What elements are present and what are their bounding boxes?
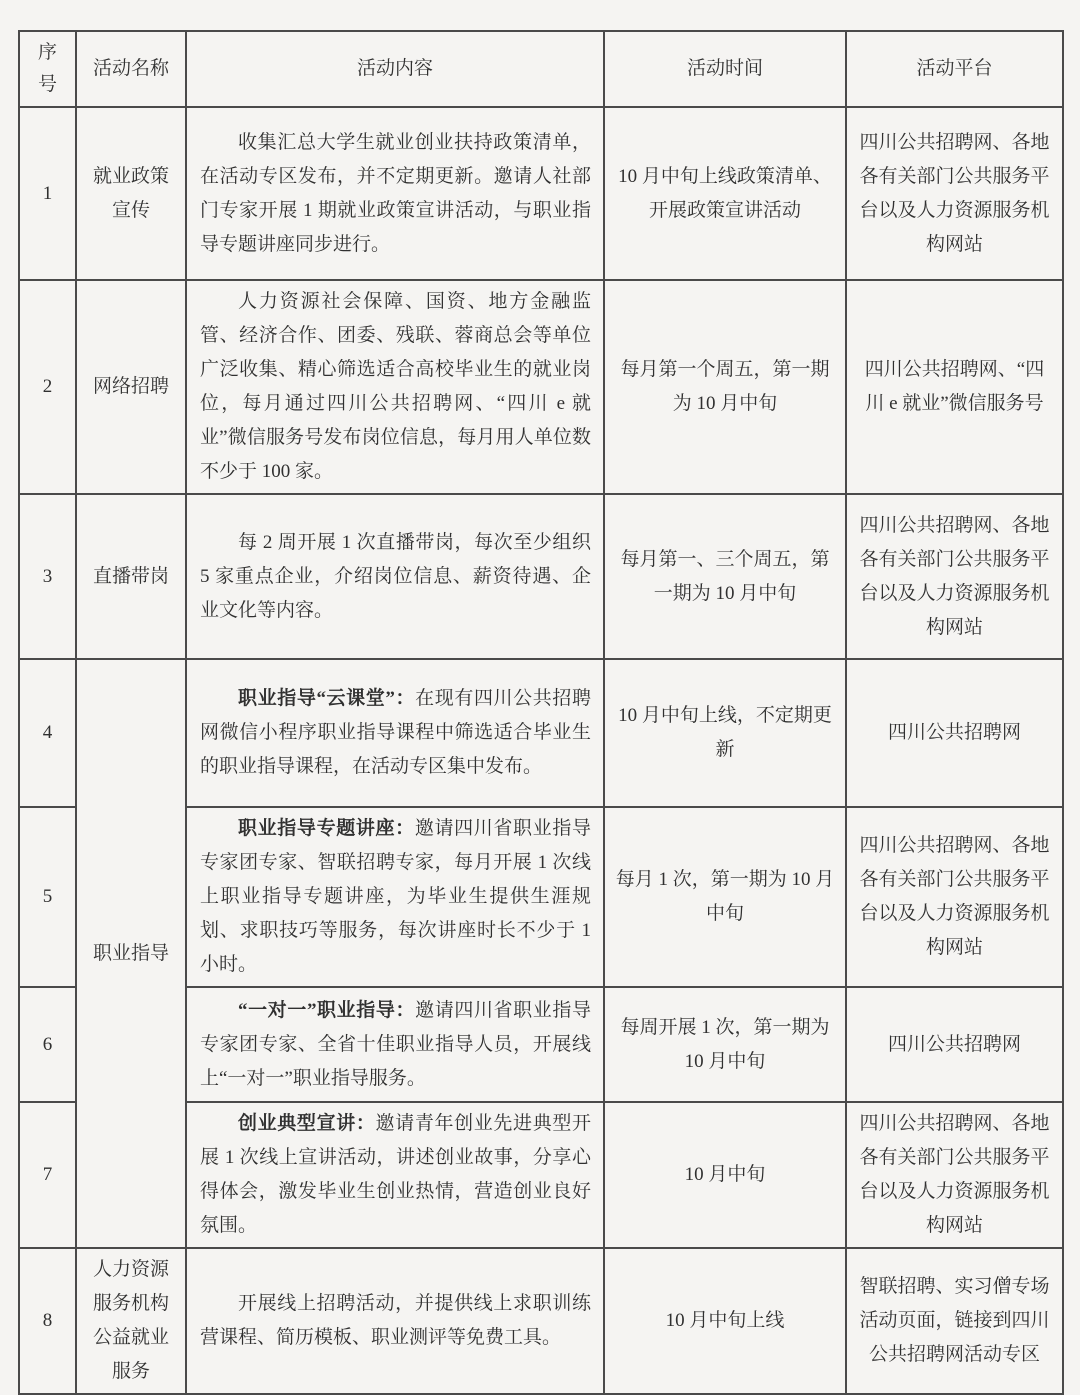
activity-content [186, 107, 604, 280]
activity-platform: 四川公共招聘网、各地各有关部门公共服务平台以及人力资源服务机构网站 [846, 494, 1063, 659]
activity-content [186, 659, 604, 807]
row-number: 4 [19, 659, 76, 807]
header-activity-platform: 活动平台 [846, 31, 1063, 107]
activity-content-text: 在现有四川公共招聘网微信小程序职业指导课程中筛选适合毕业生的职业指导课程，在活动专区集中发布。 [200, 688, 591, 777]
table-row [19, 659, 1063, 807]
activity-content-text: 每 2 周开展 1 次直播带岗，每次至少组织 5 家重点企业，介绍岗位信息、薪资待遇、企业文化等内容。 [200, 531, 591, 621]
activity-time: 每月 1 次，第一期为 10 月中旬 [604, 807, 846, 987]
activity-platform: 四川公共招聘网、各地各有关部门公共服务平台以及人力资源服务机构网站 [846, 107, 1063, 280]
activity-time: 10 月中旬 [604, 1102, 846, 1248]
table-row [19, 494, 1063, 659]
row-number: 2 [19, 280, 76, 494]
activity-name: 就业政策宣传 [76, 107, 186, 280]
activity-content [186, 1102, 604, 1248]
activity-time: 10 月中旬上线，不定期更新 [604, 659, 846, 807]
row-number: 6 [19, 987, 76, 1102]
activity-content-text: 邀请青年创业先进典型开展 1 次线上宣讲活动，讲述创业故事，分享心得体会，激发毕业生创业热情，营造创业良好氛围。 [200, 1113, 591, 1236]
activity-content [186, 280, 604, 494]
activity-platform: 四川公共招聘网 [846, 987, 1063, 1102]
activity-name: 人力资源服务机构公益就业服务 [76, 1248, 186, 1394]
activity-content-text: 邀请四川省职业指导专家团专家、全省十佳职业指导人员，开展线上“一对一”职业指导服务。 [200, 999, 591, 1089]
header-activity-name: 活动名称 [76, 31, 186, 107]
activity-platform: 四川公共招聘网、各地各有关部门公共服务平台以及人力资源服务机构网站 [846, 1102, 1063, 1248]
activity-content-lead: “一对一”职业指导： [238, 999, 416, 1021]
table-row [19, 1248, 1063, 1394]
activity-platform: 智联招聘、实习僧专场活动页面，链接到四川公共招聘网活动专区 [846, 1248, 1063, 1394]
activity-name: 直播带岗 [76, 494, 186, 659]
header-row [19, 31, 1063, 107]
table-row [19, 107, 1063, 280]
activity-platform: 四川公共招聘网、各地各有关部门公共服务平台以及人力资源服务机构网站 [846, 807, 1063, 987]
activity-content-text: 邀请四川省职业指导专家团专家、智联招聘专家，每月开展 1 次线上职业指导专题讲座，为毕业生提供生涯规划、求职技巧等服务，每次讲座时长不少于 1 小时。 [200, 818, 591, 975]
activity-platform: 四川公共招聘网 [846, 659, 1063, 807]
header-activity-content: 活动内容 [186, 31, 604, 107]
activity-content-text: 收集汇总大学生就业创业扶持政策清单，在活动专区发布，并不定期更新。邀请人社部门专家开展 1 期就业政策宣讲活动，与职业指导专题讲座同步进行。 [200, 131, 591, 255]
activity-content-lead: 创业典型宣讲： [238, 1113, 376, 1134]
activity-content-lead: 职业指导专题讲座： [238, 818, 415, 839]
activity-name: 网络招聘 [76, 280, 186, 494]
activity-content [186, 987, 604, 1102]
table-row [19, 280, 1063, 494]
row-number: 8 [19, 1248, 76, 1394]
row-number: 5 [19, 807, 76, 987]
activity-time: 每周开展 1 次，第一期为 10 月中旬 [604, 987, 846, 1102]
activity-name-merged: 职业指导 [76, 659, 186, 1248]
header-seq [19, 31, 76, 107]
activity-content [186, 807, 604, 987]
activity-time: 10 月中旬上线 [604, 1248, 846, 1394]
activity-time: 每月第一个周五，第一期为 10 月中旬 [604, 280, 846, 494]
activity-content-lead: 职业指导“云课堂”： [238, 688, 416, 709]
header-seq-label: 序号 [37, 42, 57, 95]
activity-content-text: 开展线上招聘活动，并提供线上求职训练营课程、简历模板、职业测评等免费工具。 [200, 1293, 591, 1348]
activity-content [186, 1248, 604, 1394]
activity-content-text: 人力资源社会保障、国资、地方金融监管、经济合作、团委、残联、蓉商总会等单位广泛收集、精心筛选适合高校毕业生的就业岗位，每月通过四川公共招聘网、“四川 e 就业”微信服务号发布岗位信息，每月用人单位数不少于 100 家。 [200, 291, 591, 482]
header-activity-time: 活动时间 [604, 31, 846, 107]
row-number: 3 [19, 494, 76, 659]
activity-time: 10 月中旬上线政策清单、开展政策宣讲活动 [604, 107, 846, 280]
activity-platform: 四川公共招聘网、“四川 e 就业”微信服务号 [846, 280, 1063, 494]
activities-table [18, 30, 1064, 1395]
row-number: 1 [19, 107, 76, 280]
activity-time: 每月第一、三个周五，第一期为 10 月中旬 [604, 494, 846, 659]
activity-content [186, 494, 604, 659]
row-number: 7 [19, 1102, 76, 1248]
